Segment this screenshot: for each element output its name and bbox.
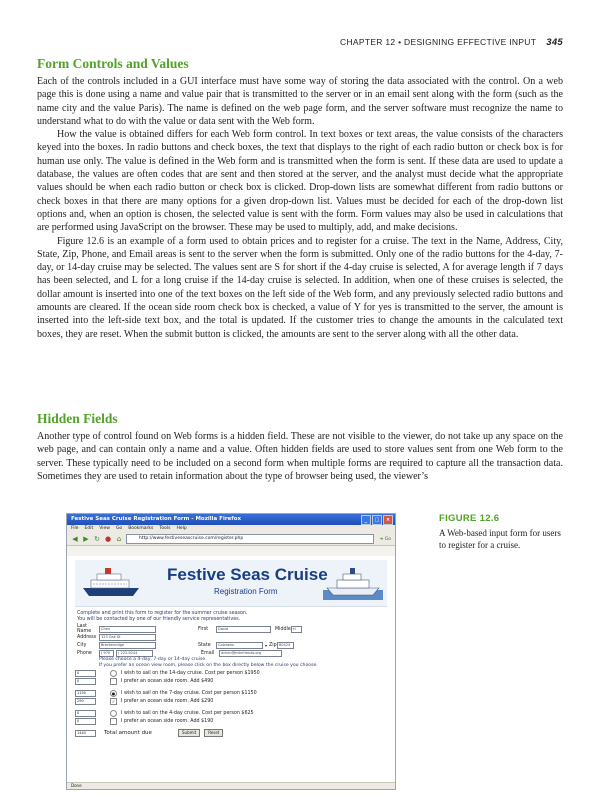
go-label: Go [384, 536, 391, 542]
cruise-ship-icon [81, 566, 143, 598]
option-label: I wish to sail on the 7-day cruise. Cost per person $1150 [121, 690, 257, 696]
option-label: I wish to sail on the 14-day cruise. Cost per person $1950 [121, 670, 260, 676]
amount-field[interactable]: 290 [75, 698, 96, 705]
city-input[interactable]: Breckenridge [99, 642, 156, 649]
cruise-option-7day [67, 689, 395, 697]
ocean-room-14day [67, 677, 395, 685]
address-input[interactable]: 123 Oak St [99, 634, 156, 641]
menu-edit[interactable]: Edit [84, 526, 94, 531]
amount-field[interactable]: 0 [75, 710, 96, 717]
figure-label: FIGURE 12.6 [439, 513, 500, 524]
address-bar[interactable] [126, 534, 374, 544]
chapter-title: CHAPTER 12 • DESIGNING EFFECTIVE INPUT [340, 37, 537, 47]
amount-field[interactable]: 0 [75, 678, 96, 685]
back-icon[interactable]: ◀ [72, 535, 78, 543]
intro-line: You will be contacted by one of our friendly service representatives. [77, 617, 241, 622]
chevron-down-icon[interactable]: ▾ [265, 642, 268, 648]
paragraph: Figure 12.6 is an example of a form used to obtain prices and to register for a cruise. The text in the Name, Address, City, State, Zip, Phone, and Email areas is sent to the server when the form is submitted. Only one of the radio buttons for the 4-day, 7-day, or 14-day cruise may be selected. The values sent are S for short if the 4-day cruise is selected, A for average length if 7 days has been selected, and L for a long cruise if the 14-day cruise is selected. In addition, when one of these cruises is selected, the dollar amount is inserted into one of the text boxes on the left side of the Web form, and any previously selected radio buttons and amounts are cleared. If the ocean side room check box is checked, a value of Y for yes is transmitted to the server, the amount is inserted into the left-side text box, and the total is updated. If the customer tries to change the amounts in the calculated text boxes, they are reset. When the submit button is clicked, the amounts are sent to the server along with all the other data. [37, 235, 563, 340]
paragraph: How the value is obtained differs for each Web form control. In text boxes or text areas, the value consists of the characters keyed into the boxes. In radio buttons and check boxes, the text that displays to the right of each radio button or check box is for human use only. The value is defined in the Web form and is transmitted when the form is sent. If these data are used to update a database, the values are often codes that are sent and then stored at the server, and the analyst must decide what the appropriate values should be when each radio button or check box is clicked. Drop-down lists are somewhat different from radio buttons or check boxes in that there are many options for a given drop-down list. Values must be decided for each of the drop-down list options and, when an option is chosen, the selected value is sent with the form. Form values may also be used in calculations that are performed using JavaScript on the browser. These may be used to multiply, add, and make decisions. [37, 129, 563, 234]
menu-file[interactable]: File [71, 526, 79, 531]
paragraph: Each of the controls included in a GUI interface must have some way of storing the data associated with the control. On a web page this is done using a name and value pair that is transmitted to the server or in an email sent along with the form (such as the name city and the value Paris). The name is defined on the web page form, and the server software must recognize the name to understand what to do with the value or data sent with the Web form. [37, 76, 563, 127]
phone-number-input[interactable]: ) 223-9244 [116, 650, 153, 657]
menu-help[interactable]: Help [176, 526, 187, 531]
cruise-instructions [99, 657, 395, 669]
figure-browser-window [66, 513, 396, 790]
menu-tools[interactable]: Tools [159, 526, 171, 531]
paragraph: Another type of control found on Web forms is a hidden field. These are not visible to the viewer, do not take up any space on the web page, and can contain only a name and a value. Often hidden fields are used to store values sent from one Web form to the server. These typically need to be included on a second form when multiple forms are required to capture all the transaction data. Sometimes they are used to retain information about the type of browser being used, the viewer’s [37, 431, 563, 482]
amount-field[interactable]: 1150 [75, 690, 96, 697]
forward-icon[interactable]: ▶ [83, 535, 89, 543]
address-label: Address [77, 634, 97, 640]
section-form-controls [37, 56, 563, 341]
middle-input[interactable]: H [291, 626, 302, 633]
stop-icon[interactable]: ● [104, 535, 112, 543]
radio-7-day[interactable]: ● [111, 690, 116, 696]
browser-titlebar [67, 514, 395, 525]
site-banner [75, 560, 387, 607]
ocean-room-4day [67, 717, 395, 725]
hint-line: Please choose a 4-day, 7-day or 14-day cruise. [99, 657, 207, 662]
web-page [67, 556, 395, 789]
checkbox-ocean-14[interactable] [110, 678, 117, 685]
minimize-icon[interactable]: _ [361, 515, 371, 525]
status-bar: Done [67, 782, 395, 789]
last-name-label: Last Name [77, 624, 92, 634]
option-label: I prefer an ocean side room. Add $190 [121, 718, 214, 724]
figure-caption-text: A Web-based input form for users to register for a cruise. [439, 528, 561, 550]
browser-toolbar [67, 533, 395, 546]
hint-line: If you prefer an ocean view room, please click on the box directly below the cruise you choose. [99, 663, 318, 668]
total-label: Total amount due [104, 730, 152, 736]
form-row [77, 641, 395, 649]
home-icon[interactable]: ⌂ [116, 535, 122, 543]
zip-input[interactable]: 80424 [277, 642, 294, 649]
cruise-option-14day [67, 669, 395, 677]
first-name-label: First [198, 626, 209, 632]
form-row [77, 633, 395, 641]
radio-4-day[interactable] [110, 710, 117, 717]
running-header [340, 37, 563, 48]
first-name-input[interactable]: David [216, 626, 271, 633]
checkbox-ocean-4[interactable] [110, 718, 117, 725]
cruise-ship-icon [323, 566, 383, 600]
state-label: State [198, 642, 211, 648]
state-select[interactable]: Colorado [216, 642, 263, 649]
ocean-room-7day [67, 697, 395, 705]
reload-icon[interactable]: ↻ [94, 535, 100, 543]
close-icon[interactable]: × [383, 515, 393, 525]
menu-view[interactable]: View [99, 526, 110, 531]
option-label: I prefer an ocean side room. Add $490 [121, 678, 214, 684]
intro-text [77, 611, 385, 623]
site-title: Festive Seas Cruise [167, 565, 328, 584]
go-button[interactable]: ➔ Go [379, 536, 391, 542]
total-amount-field[interactable]: 1440 [75, 730, 96, 737]
form-row [77, 625, 395, 633]
email-input[interactable]: dchen@mtnfriends.org [219, 650, 282, 657]
form-row [77, 649, 395, 657]
maximize-icon[interactable]: □ [372, 515, 382, 525]
zip-label: Zip [269, 642, 277, 648]
city-label: City [77, 642, 87, 648]
amount-field[interactable]: 0 [75, 718, 96, 725]
cruise-option-4day [67, 709, 395, 717]
browser-menubar [67, 525, 395, 533]
radio-14-day[interactable] [110, 670, 117, 677]
amount-field[interactable]: 0 [75, 670, 96, 677]
option-label: I prefer an ocean side room. Add $290 [121, 698, 214, 704]
figure-caption [439, 513, 569, 551]
page-number: 345 [546, 37, 563, 48]
phone-area-input[interactable]: ( 970 [99, 650, 114, 657]
menu-bookmarks[interactable]: Bookmarks [128, 526, 154, 531]
intro-line: Complete and print this form to register for the summer cruise season. [77, 611, 248, 616]
email-label: Email [201, 650, 215, 656]
checkbox-ocean-7[interactable]: ✓ [111, 698, 116, 704]
window-title: Festive Seas Cruise Registration Form - Mozilla Firefox [71, 516, 241, 522]
url-text: http://www.festiveseascruise.com/register.php [139, 536, 244, 541]
section-heading: Form Controls and Values [37, 56, 189, 71]
submit-button[interactable]: Submit [178, 729, 200, 737]
section-heading: Hidden Fields [37, 411, 118, 426]
section-hidden-fields [37, 411, 563, 483]
site-subtitle: Registration Form [214, 587, 278, 596]
reset-button[interactable]: Reset [204, 729, 223, 737]
menu-go[interactable]: Go [115, 526, 123, 531]
middle-label: Middle [275, 626, 291, 632]
total-row [67, 729, 395, 737]
last-name-input[interactable]: Chen [99, 626, 156, 633]
phone-label: Phone [77, 650, 92, 656]
option-label: I wish to sail on the 4-day cruise. Cost per person $625 [121, 710, 254, 716]
